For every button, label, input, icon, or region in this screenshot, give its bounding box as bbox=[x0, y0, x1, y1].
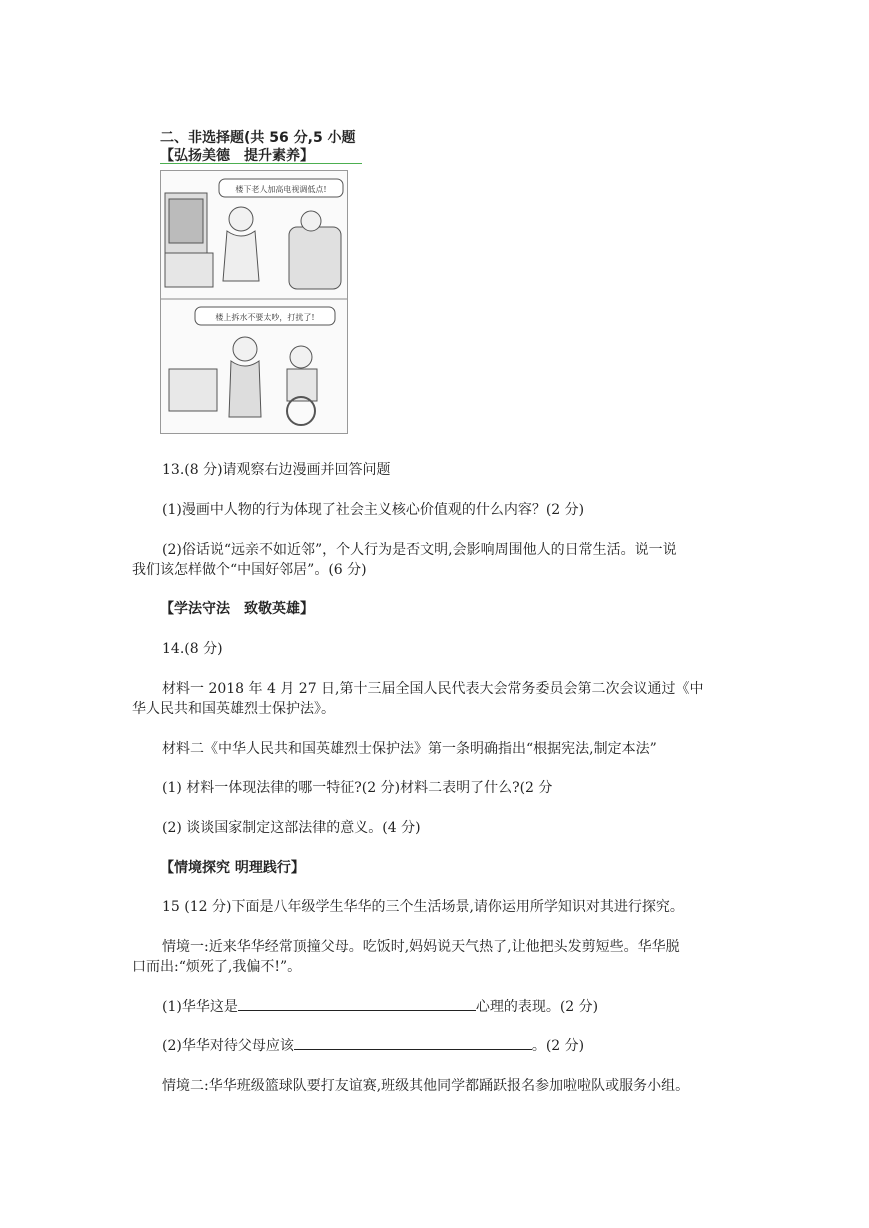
q13-part2-line1: (2)俗话说“远亲不如近邻”，个人行为是否文明,会影响周围他人的日常生活。说一说 bbox=[162, 542, 677, 558]
divider bbox=[160, 163, 362, 164]
q13-part1: (1)漫画中人物的行为体现了社会主义核心价值观的什么内容？(2 分) bbox=[162, 502, 585, 518]
q15-part2-prefix: (2)华华对待父母应该 bbox=[162, 1038, 294, 1054]
section-explore-title: 【情境探究 明理践行】 bbox=[160, 860, 305, 876]
q15-part2-blank[interactable] bbox=[294, 1035, 532, 1050]
comic-drawing bbox=[161, 171, 347, 433]
q14-part2: (2) 谈谈国家制定这部法律的意义。(4 分) bbox=[162, 820, 421, 836]
q15-scene1-line1: 情境一:近来华华经常顶撞父母。吃饭时,妈妈说天气热了,让他把头发剪短些。华华脱 bbox=[162, 939, 680, 955]
comic-illustration bbox=[160, 170, 348, 434]
q15-part2 bbox=[162, 1035, 584, 1055]
q15-scene2: 情境二:华华班级篮球队要打友谊赛,班级其他同学都踊跃报名参加啦啦队或服务小组。 bbox=[162, 1078, 690, 1094]
section-law-title: 【学法守法 致敬英雄】 bbox=[160, 601, 314, 617]
q15-part1-prefix: (1)华华这是 bbox=[162, 999, 238, 1015]
q15-part1-blank[interactable] bbox=[238, 996, 476, 1011]
q14-part1: (1) 材料一体现法律的哪一特征?(2 分)材料二表明了什么?(2 分 bbox=[162, 780, 553, 796]
q15-scene1-line2: 口而出:“烦死了,我偏不!”。 bbox=[132, 959, 302, 975]
q15-part1-suffix: 心理的表现。(2 分) bbox=[475, 999, 599, 1015]
q14-stem: 14.(8 分) bbox=[162, 641, 223, 657]
q15-part1 bbox=[162, 996, 598, 1016]
q13-part2-line2: 我们该怎样做个“中国好邻居”。(6 分) bbox=[132, 562, 367, 578]
q14-material1-line2: 华人民共和国英雄烈士保护法》。 bbox=[132, 701, 335, 717]
q13-stem: 13.(8 分)请观察右边漫画并回答问题 bbox=[162, 462, 391, 478]
q14-material1-line1: 材料一 2018 年 4 月 27 日,第十三届全国人民代表大会常务委员会第二次会议通过《中 bbox=[162, 681, 704, 697]
q14-material2: 材料二《中华人民共和国英雄烈士保护法》第一条明确指出“根据宪法,制定本法” bbox=[162, 741, 657, 757]
section-subtitle: 【弘扬美德 提升素养】 bbox=[160, 148, 314, 164]
panel2-bubble-text: 楼上拆水不要太吵，打扰了! bbox=[215, 313, 315, 322]
q15-part2-suffix: 。(2 分) bbox=[531, 1038, 585, 1054]
q15-stem: 15 (12 分)下面是八年级学生华华的三个生活场景,请你运用所学知识对其进行探究。 bbox=[162, 899, 684, 915]
section-title: 二、非选择题(共 56 分,5 小题 bbox=[160, 130, 356, 146]
panel1-bubble-text: 楼下老人加高电视调低点! bbox=[235, 185, 327, 194]
